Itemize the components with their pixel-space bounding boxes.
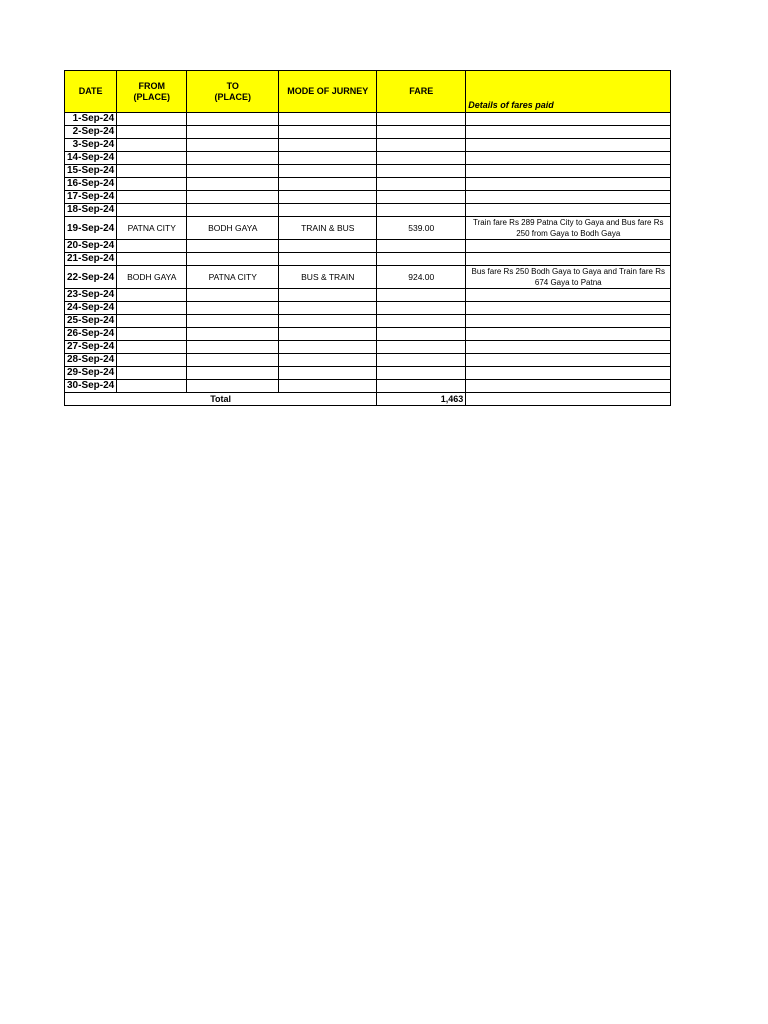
from-cell: [117, 289, 187, 302]
date-cell: 21-Sep-24: [65, 253, 117, 266]
fare-cell: 924.00: [377, 266, 466, 289]
header-fare: FARE: [377, 71, 466, 113]
table-row: [65, 328, 671, 341]
table-row: [65, 240, 671, 253]
total-label: Total: [65, 393, 377, 406]
date-cell: 23-Sep-24: [65, 289, 117, 302]
fare-table: [64, 70, 671, 406]
details-cell: [466, 367, 671, 380]
fare-cell: 539.00: [377, 217, 466, 240]
total-details-cell: [466, 393, 671, 406]
fare-cell: [377, 139, 466, 152]
to-cell: [187, 165, 279, 178]
mode-cell: [279, 113, 377, 126]
from-cell: [117, 302, 187, 315]
fare-cell: [377, 191, 466, 204]
mode-cell: [279, 328, 377, 341]
details-cell: Bus fare Rs 250 Bodh Gaya to Gaya and Train fare Rs 674 Gaya to Patna: [466, 266, 671, 289]
table-row: [65, 152, 671, 165]
to-cell: [187, 191, 279, 204]
details-cell: [466, 289, 671, 302]
table-row: [65, 341, 671, 354]
table-row: [65, 139, 671, 152]
mode-cell: BUS & TRAIN: [279, 266, 377, 289]
mode-cell: [279, 139, 377, 152]
mode-cell: [279, 152, 377, 165]
header-row: [65, 71, 671, 113]
mode-cell: [279, 178, 377, 191]
mode-cell: [279, 380, 377, 393]
table-row: [65, 315, 671, 328]
table-row: [65, 354, 671, 367]
details-cell: [466, 240, 671, 253]
to-cell: [187, 354, 279, 367]
date-cell: 24-Sep-24: [65, 302, 117, 315]
from-cell: [117, 178, 187, 191]
table-row: [65, 289, 671, 302]
mode-cell: [279, 253, 377, 266]
table-row: [65, 217, 671, 240]
fare-cell: [377, 315, 466, 328]
date-cell: 1-Sep-24: [65, 113, 117, 126]
mode-cell: [279, 302, 377, 315]
from-cell: [117, 240, 187, 253]
date-cell: 30-Sep-24: [65, 380, 117, 393]
to-cell: [187, 139, 279, 152]
to-cell: [187, 367, 279, 380]
mode-cell: [279, 354, 377, 367]
table-row: [65, 204, 671, 217]
details-cell: [466, 204, 671, 217]
mode-cell: TRAIN & BUS: [279, 217, 377, 240]
from-cell: [117, 253, 187, 266]
from-cell: [117, 165, 187, 178]
header-date: DATE: [65, 71, 117, 113]
to-cell: [187, 289, 279, 302]
to-cell: BODH GAYA: [187, 217, 279, 240]
fare-cell: [377, 328, 466, 341]
fare-cell: [377, 253, 466, 266]
details-cell: [466, 302, 671, 315]
to-cell: [187, 328, 279, 341]
date-cell: 20-Sep-24: [65, 240, 117, 253]
table-row: [65, 367, 671, 380]
details-cell: [466, 253, 671, 266]
date-cell: 22-Sep-24: [65, 266, 117, 289]
date-cell: 28-Sep-24: [65, 354, 117, 367]
total-row: [65, 393, 671, 406]
mode-cell: [279, 165, 377, 178]
from-cell: [117, 191, 187, 204]
mode-cell: [279, 240, 377, 253]
details-cell: Train fare Rs 289 Patna City to Gaya and Bus fare Rs 250 from Gaya to Bodh Gaya: [466, 217, 671, 240]
details-cell: [466, 341, 671, 354]
fare-cell: [377, 354, 466, 367]
date-cell: 17-Sep-24: [65, 191, 117, 204]
header-to: [187, 71, 279, 113]
from-cell: [117, 152, 187, 165]
fare-cell: [377, 302, 466, 315]
from-cell: BODH GAYA: [117, 266, 187, 289]
header-from: [117, 71, 187, 113]
header-mode: MODE OF JURNEY: [279, 71, 377, 113]
from-cell: [117, 139, 187, 152]
from-cell: [117, 354, 187, 367]
to-cell: [187, 204, 279, 217]
fare-cell: [377, 289, 466, 302]
date-cell: 3-Sep-24: [65, 139, 117, 152]
fare-cell: [377, 341, 466, 354]
to-cell: PATNA CITY: [187, 266, 279, 289]
table-body: [65, 113, 671, 393]
to-cell: [187, 315, 279, 328]
to-cell: [187, 152, 279, 165]
details-cell: [466, 354, 671, 367]
fare-cell: [377, 126, 466, 139]
details-cell: [466, 328, 671, 341]
date-cell: 18-Sep-24: [65, 204, 117, 217]
to-cell: [187, 126, 279, 139]
to-cell: [187, 380, 279, 393]
fare-cell: [377, 178, 466, 191]
from-cell: [117, 126, 187, 139]
fare-cell: [377, 165, 466, 178]
from-cell: [117, 328, 187, 341]
from-cell: [117, 380, 187, 393]
fare-cell: [377, 380, 466, 393]
header-from-text: FROM (PLACE): [133, 80, 170, 102]
header-details: Details of fares paid: [466, 71, 671, 113]
table-row: [65, 113, 671, 126]
details-cell: [466, 152, 671, 165]
table-row: [65, 191, 671, 204]
mode-cell: [279, 341, 377, 354]
details-cell: [466, 139, 671, 152]
from-cell: [117, 367, 187, 380]
date-cell: 25-Sep-24: [65, 315, 117, 328]
to-cell: [187, 240, 279, 253]
date-cell: 27-Sep-24: [65, 341, 117, 354]
date-cell: 16-Sep-24: [65, 178, 117, 191]
details-cell: [466, 315, 671, 328]
details-cell: [466, 380, 671, 393]
details-cell: [466, 178, 671, 191]
from-cell: [117, 315, 187, 328]
to-cell: [187, 113, 279, 126]
table-row: [65, 178, 671, 191]
details-cell: [466, 191, 671, 204]
from-cell: PATNA CITY: [117, 217, 187, 240]
header-to-text: TO (PLACE): [214, 80, 251, 102]
date-cell: 2-Sep-24: [65, 126, 117, 139]
fare-cell: [377, 204, 466, 217]
from-cell: [117, 341, 187, 354]
date-cell: 26-Sep-24: [65, 328, 117, 341]
to-cell: [187, 253, 279, 266]
from-cell: [117, 204, 187, 217]
table-row: [65, 266, 671, 289]
table-row: [65, 302, 671, 315]
details-cell: [466, 165, 671, 178]
mode-cell: [279, 367, 377, 380]
table-row: [65, 253, 671, 266]
table-row: [65, 126, 671, 139]
to-cell: [187, 178, 279, 191]
fare-cell: [377, 240, 466, 253]
mode-cell: [279, 315, 377, 328]
date-cell: 19-Sep-24: [65, 217, 117, 240]
mode-cell: [279, 126, 377, 139]
details-cell: [466, 113, 671, 126]
mode-cell: [279, 289, 377, 302]
total-value: 1,463: [377, 393, 466, 406]
date-cell: 29-Sep-24: [65, 367, 117, 380]
date-cell: 14-Sep-24: [65, 152, 117, 165]
to-cell: [187, 341, 279, 354]
mode-cell: [279, 204, 377, 217]
from-cell: [117, 113, 187, 126]
to-cell: [187, 302, 279, 315]
fare-cell: [377, 113, 466, 126]
table-row: [65, 380, 671, 393]
fare-cell: [377, 152, 466, 165]
mode-cell: [279, 191, 377, 204]
details-cell: [466, 126, 671, 139]
fare-cell: [377, 367, 466, 380]
date-cell: 15-Sep-24: [65, 165, 117, 178]
table-row: [65, 165, 671, 178]
